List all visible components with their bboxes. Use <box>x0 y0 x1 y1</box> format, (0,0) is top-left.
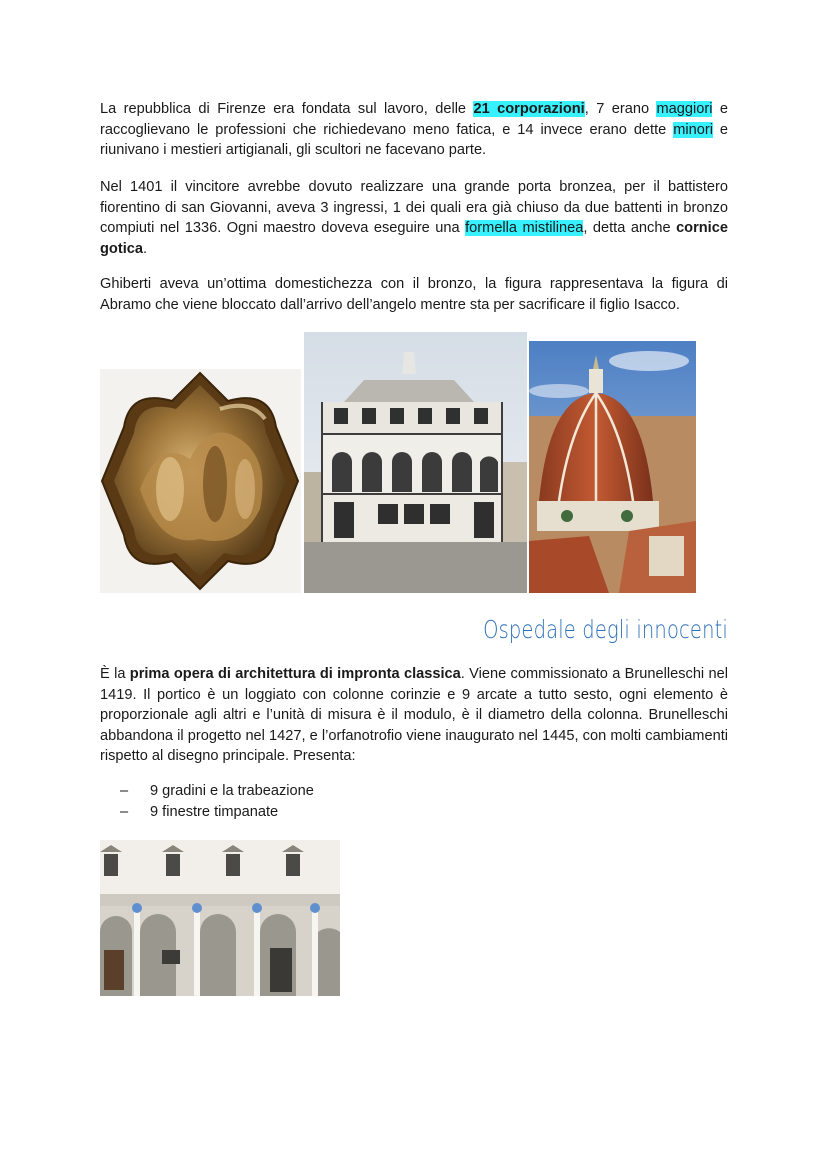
text: È la <box>100 666 130 682</box>
text: La repubblica di Firenze era fondata sul lavoro, delle <box>100 101 474 117</box>
bronze-panel-image <box>100 369 301 593</box>
bold-prima-opera: prima opera di architettura di impronta classica <box>129 666 461 682</box>
paragraph-ospedale <box>100 664 728 767</box>
list-item-text: 9 gradini e la trabeazione <box>150 783 314 799</box>
dash-bullet: – <box>120 783 129 799</box>
text: , detta anche <box>583 220 677 236</box>
text: , 7 erano <box>584 101 657 117</box>
features-list <box>120 781 314 823</box>
paragraph-porta-bronzea <box>100 177 728 259</box>
text: . <box>142 240 148 257</box>
dash-bullet: – <box>120 804 129 820</box>
list-item <box>120 802 314 823</box>
highlight-maggiori: maggiori <box>656 101 713 117</box>
paragraph-corporazioni <box>100 99 728 161</box>
duomo-dome-image <box>529 341 696 593</box>
baptistery-image <box>304 332 527 593</box>
text: e riunivano i mestieri artigianali, gli scultori ne facevano parte. <box>100 121 729 158</box>
highlight-formella-mistilinea: formella mistilinea <box>465 220 584 236</box>
list-item-text: 9 finestre timpanate <box>150 804 279 820</box>
section-heading-ospedale: Ospedale degli innocenti <box>483 615 728 644</box>
text: Ghiberti aveva un’ottima domestichezza con il bronzo, la figura rappresentava la figura di Abramo che viene bloccato dall’arrivo dell’angelo mentre sta per sacrificare il figlio Isacco. <box>100 276 728 313</box>
paragraph-ghiberti <box>100 274 728 315</box>
text: . Viene commissionato a Brunelleschi nel 1419. Il portico è un loggiato con colonne corinzie e 9 arcate a tutto sesto, ogni elemento è proporzionale agli altri e l’unità di misura è il modulo, è il diametro della colonna. Brunelleschi abbandona il progetto nel 1427, e l’orfanotrofio viene inaugurato nel 1445, con molti cambiamenti rispetto al disegno principale. Presenta: <box>100 666 728 764</box>
highlight-21-corporazioni: 21 corporazioni <box>473 101 585 117</box>
highlight-minori: minori <box>673 121 713 138</box>
text: Nel 1401 il vincitore avrebbe dovuto realizzare una grande porta bronzea, per il battistero fiorentino di san Giovanni, aveva 3 ingressi, 1 dei quali era già chiuso da due battenti in bronzo compiuti nel 1336. Ogni maestro doveva eseguire una <box>100 179 728 236</box>
bold-cornice-gotica: cornice gotica <box>100 220 728 257</box>
loggia-image <box>100 840 340 996</box>
list-item <box>120 781 314 802</box>
text: e raccoglievano le professioni che richiedevano meno fatica, e 14 invece erano dette <box>100 101 728 138</box>
